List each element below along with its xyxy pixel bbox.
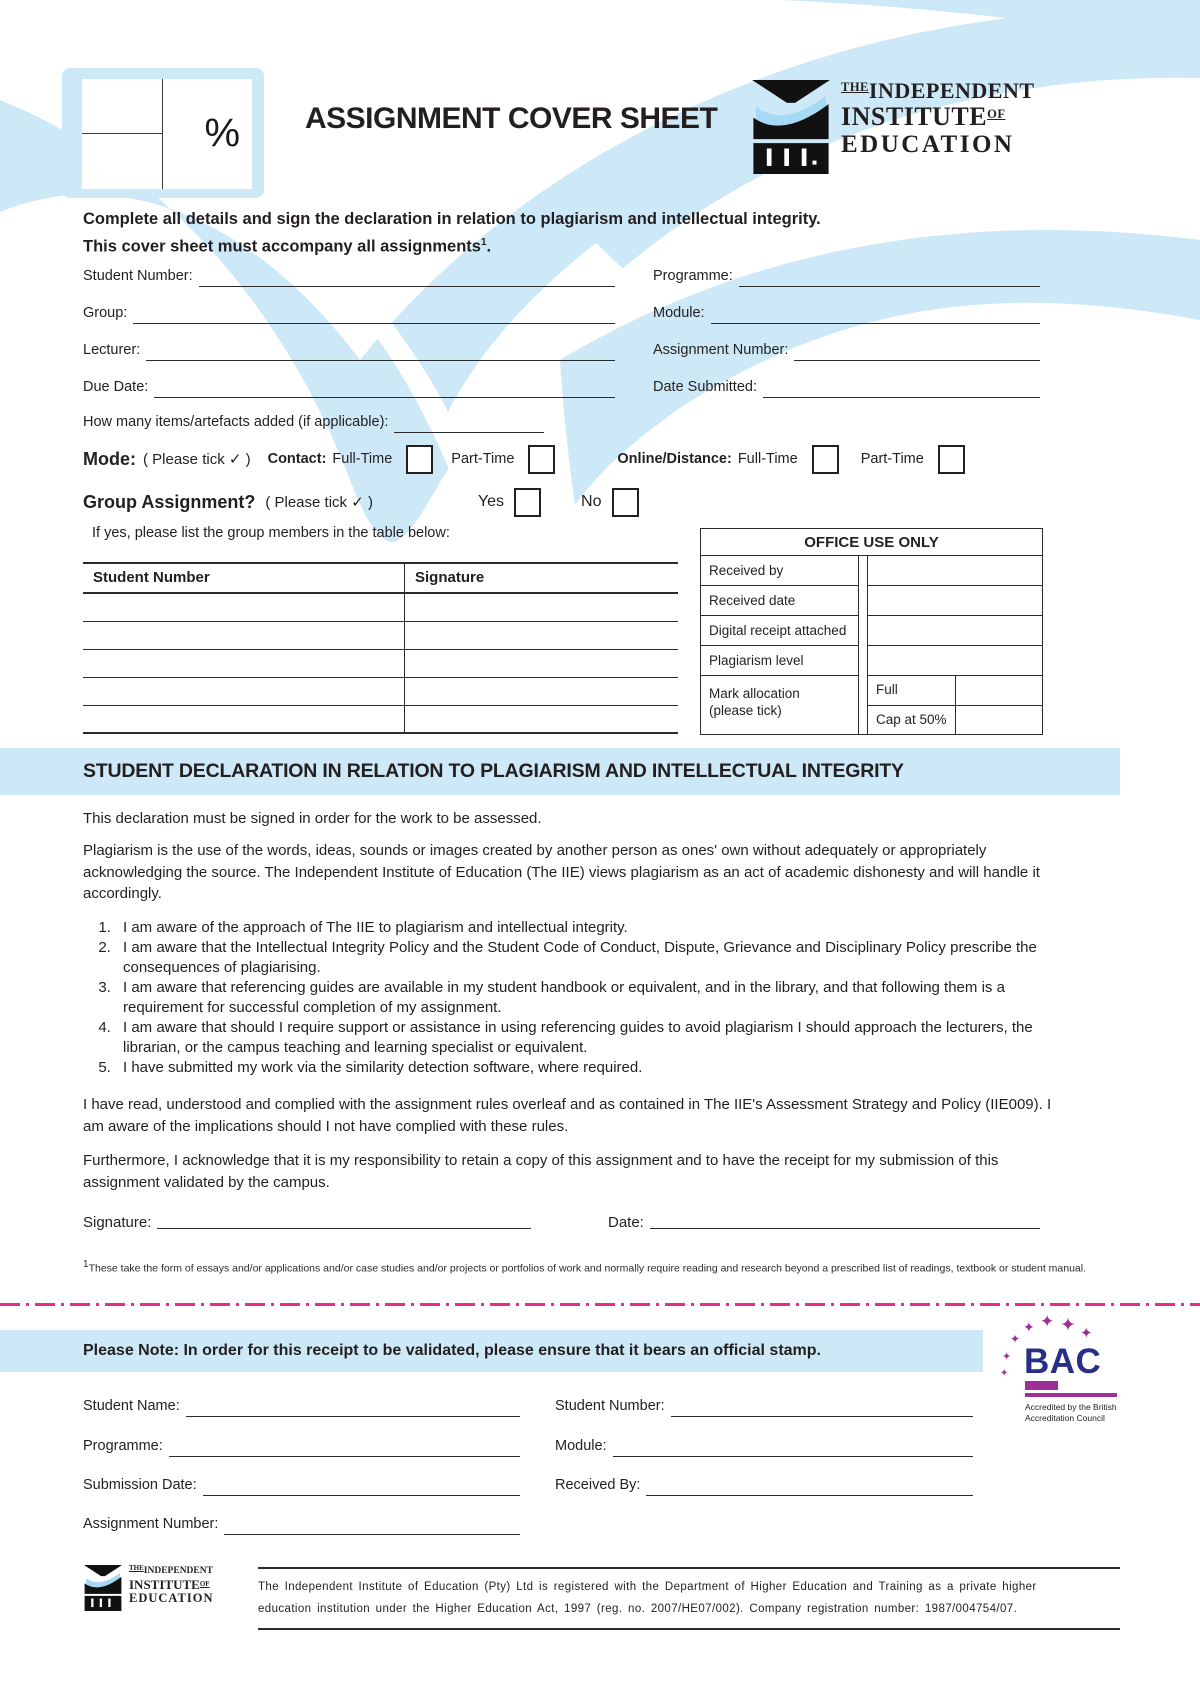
mark-score-box	[62, 68, 264, 198]
footer-registration-text	[258, 1567, 1120, 1630]
member-signature-cell[interactable]	[405, 594, 678, 621]
bac-star-icon: ✦	[1040, 1312, 1055, 1331]
items-added-field[interactable]	[394, 414, 544, 433]
bac-star-icon: ✦	[1080, 1325, 1093, 1342]
bac-star-icon: ✦	[1002, 1351, 1012, 1363]
contact-full-time-label: Full-Time	[332, 451, 393, 467]
member-number-cell[interactable]	[83, 594, 405, 621]
receipt-row-1	[83, 1398, 973, 1419]
bac-underline	[1025, 1393, 1117, 1397]
declaration-item-1: 1. I am aware of the approach of The IIE to plagiarism and intellectual integrity.	[115, 918, 1051, 938]
logo-of: OF	[987, 107, 1006, 121]
declaration-banner	[0, 748, 1120, 795]
form-row-2	[83, 305, 1040, 326]
office-use-only-table	[700, 528, 1043, 735]
member-signature-cell[interactable]	[405, 706, 678, 732]
office-gap	[859, 556, 868, 586]
online-full-time-label: Full-Time	[737, 451, 798, 467]
logo-independent: INDEPENDENT	[868, 78, 1035, 103]
member-signature-cell[interactable]	[405, 678, 678, 705]
date-label: Date:	[608, 1214, 644, 1231]
receipt-student-number-field[interactable]	[671, 1398, 973, 1417]
form-row-items	[83, 414, 1040, 435]
receipt-received-by-label: Received By:	[555, 1477, 641, 1493]
receipt-note: Please Note: In order for this receipt to be validated, please ensure that it bears an official stamp.	[83, 1342, 821, 1359]
group-table-row	[83, 622, 678, 650]
footer-iie-logo	[83, 1565, 213, 1611]
due-date-label: Due Date:	[83, 379, 149, 395]
contact-part-time-label: Part-Time	[451, 451, 515, 467]
declaration-list	[83, 918, 1051, 1078]
office-gap	[859, 586, 868, 616]
declaration-p1: This declaration must be signed in order for the work to be assessed.	[83, 810, 542, 827]
received-by-label: Received by	[701, 556, 859, 586]
receipt-note-banner	[0, 1330, 983, 1372]
mode-tick-hint: ( Please tick ✓ )	[143, 451, 251, 468]
form-row-4	[83, 379, 1040, 400]
group-field[interactable]	[133, 305, 615, 324]
yes-checkbox[interactable]	[514, 488, 541, 517]
mark-entry-area[interactable]	[82, 79, 252, 189]
signature-row	[83, 1214, 531, 1231]
receipt-module-field[interactable]	[613, 1438, 973, 1457]
tear-off-dashed-line	[0, 1303, 1200, 1306]
declaration-item-3: 3. I am aware that referencing guides are available in my student handbook or equivalent, and in the library, and that following them is a requirement for successful completion of my assignment.	[115, 978, 1051, 1018]
receipt-programme-field[interactable]	[169, 1438, 520, 1457]
office-gap	[859, 646, 868, 676]
logo-institute: INSTITUTE	[841, 102, 988, 131]
declaration-p4: Furthermore, I acknowledge that it is my responsibility to retain a copy of this assignment and to have the receipt for my submission of this assignment validated by the campus.	[83, 1152, 999, 1191]
programme-label: Programme:	[653, 268, 733, 284]
online-part-time-checkbox[interactable]	[938, 445, 965, 474]
contact-part-time-checkbox[interactable]	[528, 445, 555, 474]
footnote-ref: 1	[480, 237, 487, 248]
date-submitted-label: Date Submitted:	[653, 379, 757, 395]
due-date-field[interactable]	[154, 379, 615, 398]
logo-education: EDUCATION	[841, 131, 1015, 158]
online-full-time-checkbox[interactable]	[812, 445, 839, 474]
iie-logo	[750, 80, 1035, 174]
declaration-heading: STUDENT DECLARATION IN RELATION TO PLAGIARISM AND INTELLECTUAL INTEGRITY	[83, 760, 904, 782]
bac-wordmark: BAC	[1024, 1342, 1102, 1381]
member-number-cell[interactable]	[83, 706, 405, 732]
received-date-cell[interactable]	[868, 586, 1042, 616]
mark-full-tick-cell[interactable]	[956, 676, 1042, 705]
receipt-assignment-number-label: Assignment Number:	[83, 1516, 219, 1532]
footer-iie-logo-text: $^{THE}$INDEPENDENT $INSTITUTE^{OF}$ EDUCATION	[129, 1564, 214, 1605]
assignment-number-field[interactable]	[794, 342, 1040, 361]
student-number-label: Student Number:	[83, 268, 193, 284]
receipt-programme-label: Programme:	[83, 1438, 163, 1454]
mark-allocation-label: Mark allocation (please tick)	[701, 676, 859, 734]
mode-row	[83, 444, 965, 474]
footer-line2: education institution under the Higher Education Act, 1997 (reg. no. 2007/HE07/002). Company registration number: 1987/004754/07.	[258, 1603, 1018, 1615]
mode-label: Mode:	[83, 448, 136, 469]
signature-label: Signature:	[83, 1214, 152, 1231]
receipt-student-number-label: Student Number:	[555, 1398, 665, 1414]
bac-star-icon: ✦	[1060, 1315, 1076, 1336]
group-assignment-label: Group Assignment?	[83, 491, 256, 512]
receipt-row-4	[83, 1516, 973, 1537]
group-table-col-student-number: Student Number	[83, 564, 405, 592]
online-part-time-label: Part-Time	[860, 451, 924, 467]
declaration-p2: Plagiarism is the use of the words, ideas, sounds or images created by another person as ones' own without adequately or appropriately acknowledging the source. The Independent Institute of Education (The IIE) views plagiarism as an act of academic dishonesty and will handle it accordingly.	[83, 842, 1040, 902]
declaration-item-5: 5. I have submitted my work via the similarity detection software, where required.	[115, 1058, 1051, 1078]
contact-full-time-checkbox[interactable]	[406, 445, 433, 474]
footnote: $^1$These take the form of essays and/or applications and/or case studies and/or projects or portfolios of work and normally require reading and research beyond a prescribed list of readings, textbook or student manual.	[83, 1259, 1087, 1275]
module-field[interactable]	[711, 305, 1040, 324]
module-label: Module:	[653, 305, 705, 321]
form-row-1	[83, 268, 1040, 289]
yes-label: Yes	[477, 493, 505, 510]
contact-label: Contact:	[267, 451, 327, 467]
digital-receipt-label: Digital receipt attached	[701, 616, 859, 646]
page-title: ASSIGNMENT COVER SHEET	[305, 102, 718, 135]
receipt-received-by-field[interactable]	[646, 1477, 973, 1496]
receipt-submission-date-field[interactable]	[203, 1477, 520, 1496]
declaration-item-4: 4. I am aware that should I require support or assistance in using referencing guides to avoid plagiarism I should approach the lecturers, the librarian, or the campus teaching and learning specialist or equivalent.	[115, 1018, 1051, 1058]
group-assignment-row	[83, 487, 639, 517]
group-table-row	[83, 594, 678, 622]
online-distance-label: Online/Distance:	[617, 451, 732, 467]
digital-receipt-cell[interactable]	[868, 616, 1042, 646]
iie-logo-text	[841, 80, 1035, 157]
date-row	[608, 1214, 1040, 1231]
receipt-row-2	[83, 1438, 973, 1459]
assignment-number-label: Assignment Number:	[653, 342, 789, 358]
member-number-cell[interactable]	[83, 622, 405, 649]
mark-cap-tick-cell[interactable]	[956, 706, 1042, 735]
mark-cap-label: Cap at 50%	[868, 706, 956, 735]
intro-line1: Complete all details and sign the declaration in relation to plagiarism and intellectual integrity.	[83, 210, 821, 228]
intro-line2: This cover sheet must accompany all assignments$^1$.	[83, 237, 492, 256]
member-number-cell[interactable]	[83, 650, 405, 677]
office-gap	[859, 676, 868, 734]
declaration-item-2: 2. I am aware that the Intellectual Integrity Policy and the Student Code of Conduct, Dispute, Grievance and Disciplinary Policy prescribe the consequences of plagiarising.	[115, 938, 1051, 978]
bac-star-icon: ✦	[1010, 1332, 1021, 1346]
office-table-title: OFFICE USE ONLY	[701, 529, 1042, 556]
declaration-p3: I have read, understood and complied with the assignment rules overleaf and as contained in The IIE's Assessment Strategy and Policy (IIE009). I am aware of the implications should I not have complied with these rules.	[83, 1096, 1052, 1135]
receipt-student-name-label: Student Name:	[83, 1398, 180, 1414]
plagiarism-level-cell[interactable]	[868, 646, 1042, 676]
signature-field[interactable]	[157, 1214, 531, 1229]
logo-the: THE	[841, 80, 869, 94]
if-yes-instruction: If yes, please list the group members in the table below:	[92, 525, 450, 541]
receipt-assignment-number-field[interactable]	[224, 1516, 520, 1535]
footer-line1: The Independent Institute of Education (Pty) Ltd is registered with the Department of Higher Education and Training as a private higher	[258, 1581, 1037, 1593]
group-tick-hint: ( Please tick ✓ )	[265, 494, 373, 511]
footnote-marker: 1	[83, 1259, 89, 1270]
lecturer-label: Lecturer:	[83, 342, 141, 358]
receipt-row-3	[83, 1477, 973, 1498]
bac-star-icon: ✦	[1023, 1319, 1035, 1335]
mark-full-label: Full	[868, 676, 956, 705]
form-row-3	[83, 342, 1040, 363]
bac-bar	[1025, 1381, 1058, 1390]
receipt-module-label: Module:	[555, 1438, 607, 1454]
no-label: No	[581, 493, 602, 510]
plagiarism-level-label: Plagiarism level	[701, 646, 859, 676]
group-label: Group:	[83, 305, 128, 321]
group-table-col-signature: Signature	[415, 569, 485, 586]
score-divider-vertical	[162, 79, 164, 189]
member-signature-cell[interactable]	[405, 650, 678, 677]
bac-star-icon: ✦	[1000, 1368, 1009, 1379]
bac-caption: Accredited by the British Accreditation Council	[1025, 1402, 1117, 1423]
student-number-field[interactable]	[199, 268, 615, 287]
score-divider-horizontal	[82, 133, 162, 135]
received-date-label: Received date	[701, 586, 859, 616]
group-table-header	[83, 564, 678, 594]
group-table-row	[83, 706, 678, 734]
received-by-cell[interactable]	[868, 556, 1042, 586]
date-submitted-field[interactable]	[763, 379, 1040, 398]
bac-logo	[1000, 1312, 1130, 1431]
iie-logo-icon	[750, 80, 832, 174]
office-gap	[859, 616, 868, 646]
footer-iie-logo-icon	[83, 1565, 123, 1611]
date-field[interactable]	[650, 1214, 1040, 1229]
member-signature-cell[interactable]	[405, 622, 678, 649]
programme-field[interactable]	[739, 268, 1040, 287]
group-table-row	[83, 650, 678, 678]
items-added-label: How many items/artefacts added (if applicable):	[83, 414, 389, 430]
no-checkbox[interactable]	[612, 488, 639, 517]
intro-text	[83, 208, 821, 259]
percent-symbol: %	[204, 111, 241, 156]
receipt-student-name-field[interactable]	[186, 1398, 520, 1417]
group-table-row	[83, 678, 678, 706]
lecturer-field[interactable]	[146, 342, 615, 361]
group-members-table	[83, 562, 678, 734]
member-number-cell[interactable]	[83, 678, 405, 705]
receipt-submission-date-label: Submission Date:	[83, 1477, 197, 1493]
